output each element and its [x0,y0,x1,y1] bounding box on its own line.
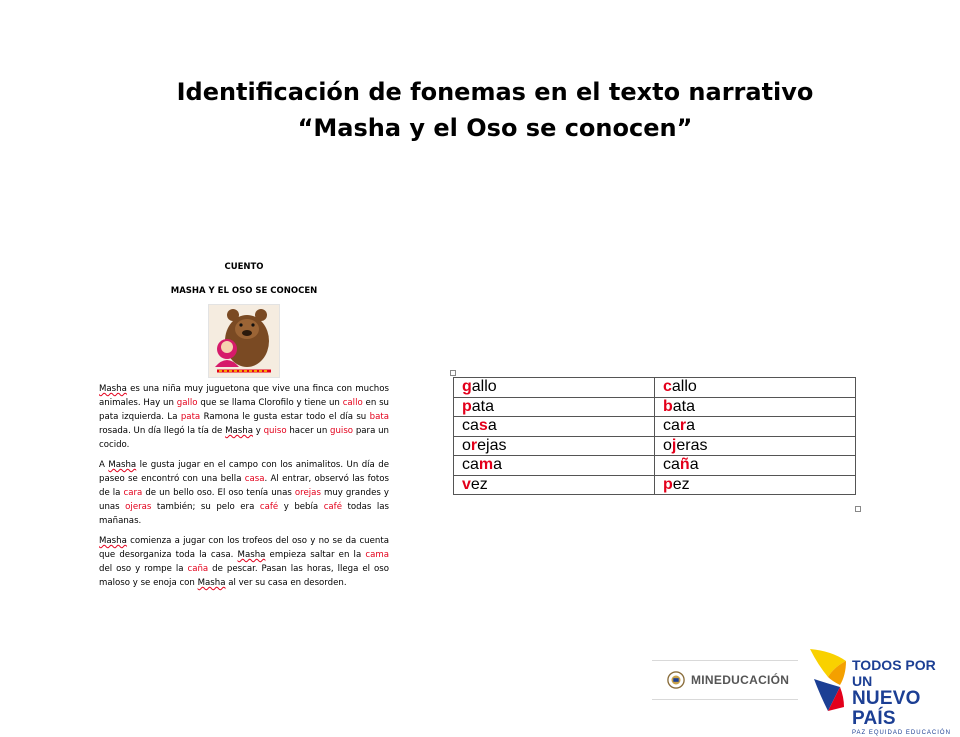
table-row [454,378,856,398]
word-cell-right [655,475,856,495]
highlighted-word: ojeras [125,502,152,512]
table-row [454,417,856,437]
word-cell-left [454,378,655,398]
story-text: en su pata izquierda. La [99,398,389,422]
highlighted-word: callo [342,398,363,408]
phoneme-pairs-table [453,377,856,495]
word-suffix: ez [672,475,690,493]
table-row [454,436,856,456]
story-text: de pescar. Pasan las horas, llega el oso maloso y se enoja con [99,564,389,588]
slogan-line-2: NUEVO PAÍS [852,688,921,729]
highlighted-word: orejas [294,488,321,498]
ministry-name: MINEDUCACIÓN [691,673,790,687]
story-text: del oso y rompe la [99,564,188,574]
government-slogan [852,657,956,737]
word-suffix: ata [672,397,696,415]
table-row [454,397,856,417]
government-logo [806,645,956,736]
story-text: Ramona le gusta estar todo el día su [200,412,370,422]
story-text: de un bello oso. El oso tenía unas [142,488,295,498]
word-prefix: ca [462,417,479,435]
story-text: y [252,426,264,436]
word-cell-right [655,378,856,398]
story-text: muy grandes y unas [99,488,389,512]
word-prefix: o [663,436,672,454]
title-line-2: “Masha y el Oso se conocen” [297,114,693,142]
word-cell-right [655,456,856,476]
word-suffix: ata [471,397,495,415]
highlighted-word: caña [187,564,209,574]
highlighted-word: gallo [176,398,198,408]
highlighted-word: café [323,502,342,512]
word-cell-left [454,475,655,495]
highlighted-phoneme: r [679,417,687,435]
word-suffix: eras [676,436,708,454]
highlighted-phoneme: v [462,475,471,493]
story-text: todas las mañanas. [99,502,389,526]
word-suffix: allo [471,378,497,396]
word-prefix: ca [663,417,680,435]
highlighted-phoneme: g [462,378,472,396]
story-text: empieza saltar en la [265,550,366,560]
story-text: . Al entrar, observó las fotos de la [99,474,390,498]
story-subheading: MASHA Y EL OSO SE CONOCEN [170,286,318,296]
word-suffix: a [689,456,699,474]
story-text: A [99,460,109,470]
story-paragraph [99,382,389,452]
word-suffix: allo [671,378,697,396]
proper-name: Masha [99,536,127,546]
highlighted-phoneme: r [470,436,478,454]
story-text: comienza a jugar con los trofeos del oso y no se da cuenta que desorganiza toda la casa. [99,536,389,560]
highlighted-phoneme: p [663,475,673,493]
word-cell-left [454,436,655,456]
table-row [454,456,856,476]
proper-name: Masha [197,578,226,588]
story-text: también; su pelo era [151,502,260,512]
story-text: que se llama Clorofilo y tiene un [197,398,343,408]
mineducacion-logo [652,660,798,700]
word-cell-right [655,436,856,456]
highlighted-word: bata [369,412,389,422]
flag-wave-icon [806,645,852,715]
word-prefix: o [462,436,471,454]
slogan-line-3: PAZ EQUIDAD EDUCACIÓN [852,730,951,736]
table-handle [450,370,456,376]
word-suffix: a [686,417,696,435]
highlighted-word: cara [123,488,143,498]
highlighted-phoneme: p [462,397,472,415]
story-text: y bebía [278,502,324,512]
word-cell-left [454,456,655,476]
story-paragraph [99,458,389,528]
story-text: le gusta jugar en el campo con los animalitos. Un día de paseo se encontró con una bella [99,460,389,484]
story-text: al ver su casa en desorden. [225,578,347,588]
highlighted-word: pata [180,412,201,422]
masha-bear-image [209,305,279,377]
highlighted-phoneme: b [663,397,673,415]
proper-name: Masha [237,550,266,560]
highlighted-word: café [259,502,279,512]
story-body [99,382,389,596]
title-line-1: Identificación de fonemas en el texto narrativo [176,78,814,106]
slogan-line-1: TODOS POR UN [852,657,936,689]
word-suffix: a [487,417,497,435]
highlighted-word: cama [365,550,389,560]
highlighted-phoneme: c [663,378,672,396]
story-text: para un cocido. [99,426,389,450]
masha-bear-illustration [208,304,280,378]
slide-title [0,74,960,146]
word-suffix: ejas [477,436,507,454]
highlighted-phoneme: j [671,436,677,454]
table-resize-handle [855,506,861,512]
word-suffix: ez [470,475,488,493]
coat-of-arms-icon [667,671,685,689]
highlighted-phoneme: m [478,456,494,474]
story-text: es una niña muy juguetona que vive una finca con muchos animales. Hay un [99,384,389,408]
story-heading: CUENTO [224,262,264,272]
story-text: rosada. Un día llegó la tía de [99,426,226,436]
word-cell-left [454,417,655,437]
highlighted-word: casa [244,474,265,484]
story-paragraph [99,534,389,590]
story-text: hacer un [286,426,331,436]
highlighted-word: guiso [330,426,354,436]
table-row [454,475,856,495]
highlighted-phoneme: s [478,417,488,435]
word-cell-left [454,397,655,417]
proper-name: Masha [225,426,253,436]
highlighted-word: quiso [263,426,287,436]
word-cell-right [655,417,856,437]
word-prefix: ca [462,456,479,474]
proper-name: Masha [99,384,127,394]
word-cell-right [655,397,856,417]
word-suffix: a [493,456,503,474]
highlighted-phoneme: ñ [679,456,690,474]
proper-name: Masha [108,460,137,470]
word-prefix: ca [663,456,680,474]
